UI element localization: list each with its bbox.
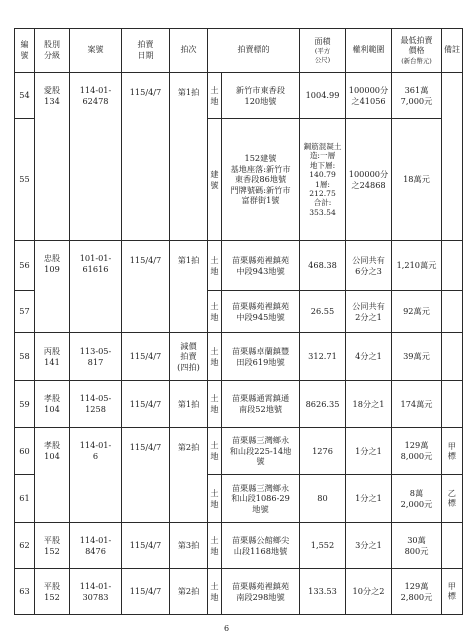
cell-type: 土地 — [208, 523, 222, 569]
header-row — [15, 29, 463, 73]
cell-desc: 苗栗縣三灣鄉永 和山段225-14地 號 — [222, 428, 300, 475]
cell-note — [442, 523, 463, 569]
auction-table — [14, 28, 463, 615]
cell-no: 58 — [15, 333, 35, 381]
cell-rights: 公同共有 2分之1 — [346, 291, 392, 333]
cell-branch: 愛股 134 — [35, 73, 70, 241]
table-row — [15, 523, 463, 569]
cell-note — [442, 73, 463, 241]
cell-desc: 苗栗縣苑裡鎮苑 南段298地號 — [222, 569, 300, 615]
cell-desc: 苗栗縣公館鄉尖 山段1168地號 — [222, 523, 300, 569]
cell-rights: 100000分 之24868 — [346, 119, 392, 241]
cell-type: 土地 — [208, 569, 222, 615]
cell-type: 土地 — [208, 381, 222, 428]
price-label: 最低拍賣 價格 — [400, 35, 433, 56]
col-header-note: 備註 — [442, 29, 463, 73]
cell-date: 115/4/7 — [122, 428, 170, 523]
cell-no: 63 — [15, 569, 35, 615]
cell-price: 129萬 8,000元 — [392, 428, 442, 475]
cell-area: 鋼筋混凝土 造:一層 地下層: 140.79 1層: 212.75 合計: 353.54 — [300, 119, 346, 241]
cell-branch: 平股 152 — [35, 569, 70, 615]
col-header-price — [392, 29, 442, 73]
cell-desc: 苗栗縣苑裡鎮苑 中段945地號 — [222, 291, 300, 333]
cell-round: 第2拍 — [170, 428, 208, 523]
cell-date: 115/4/7 — [122, 241, 170, 333]
cell-area: 80 — [300, 475, 346, 523]
cell-desc: 新竹市東香段 120地號 — [222, 73, 300, 119]
cell-type: 土地 — [208, 428, 222, 475]
cell-note: 乙標 — [442, 475, 463, 523]
cell-price: 18萬元 — [392, 119, 442, 241]
page-number: 6 — [223, 624, 230, 633]
cell-round: 第1拍 — [170, 241, 208, 333]
cell-price: 129萬 2,800元 — [392, 569, 442, 615]
area-unit: (平方 公尺) — [314, 47, 331, 64]
cell-rights: 18分之1 — [346, 381, 392, 428]
cell-price: 30萬 800元 — [392, 523, 442, 569]
cell-no: 61 — [15, 475, 35, 523]
cell-price: 361萬 7,000元 — [392, 73, 442, 119]
cell-note: 甲標 — [442, 428, 463, 475]
cell-round: 第3拍 — [170, 523, 208, 569]
cell-desc: 苗栗縣苑裡鎮苑 中段943地號 — [222, 241, 300, 291]
col-header-no: 編 號 — [15, 29, 35, 73]
cell-round: 第1拍 — [170, 381, 208, 428]
cell-round: 第2拍 — [170, 569, 208, 615]
table-row — [15, 381, 463, 428]
cell-note — [442, 333, 463, 381]
cell-type: 土地 — [208, 73, 222, 119]
cell-case: 101-01- 61616 — [70, 241, 122, 333]
cell-date: 115/4/7 — [122, 523, 170, 569]
cell-area: 312.71 — [300, 333, 346, 381]
cell-desc: 苗栗縣三灣鄉永 和山段1086-29 地號 — [222, 475, 300, 523]
cell-price: 92萬元 — [392, 291, 442, 333]
cell-type: 土地 — [208, 241, 222, 291]
cell-no: 60 — [15, 428, 35, 475]
cell-round: 減價 拍賣 (四拍) — [170, 333, 208, 381]
table-row — [15, 73, 463, 119]
cell-no: 56 — [15, 241, 35, 291]
cell-branch: 丙股 141 — [35, 333, 70, 381]
cell-area: 1276 — [300, 428, 346, 475]
cell-rights: 4分之1 — [346, 333, 392, 381]
cell-case: 114-01- 30783 — [70, 569, 122, 615]
cell-no: 59 — [15, 381, 35, 428]
cell-branch: 孝股 104 — [35, 428, 70, 523]
cell-no: 55 — [15, 119, 35, 241]
cell-date: 115/4/7 — [122, 73, 170, 241]
cell-rights: 100000分 之41056 — [346, 73, 392, 119]
cell-area: 8626.35 — [300, 381, 346, 428]
cell-price: 174萬元 — [392, 381, 442, 428]
cell-type: 土地 — [208, 333, 222, 381]
table-row — [15, 428, 463, 475]
cell-note: 甲標 — [442, 569, 463, 615]
area-label: 面積 — [314, 36, 331, 46]
cell-branch: 忠股 109 — [35, 241, 70, 333]
col-header-round: 拍次 — [170, 29, 208, 73]
table-row — [15, 569, 463, 615]
col-header-rights: 權利範圍 — [346, 29, 392, 73]
cell-rights: 1分之1 — [346, 475, 392, 523]
cell-branch: 孝股 104 — [35, 381, 70, 428]
cell-date: 115/4/7 — [122, 333, 170, 381]
table-row — [15, 241, 463, 291]
cell-case: 113-05- 817 — [70, 333, 122, 381]
cell-rights: 10分之2 — [346, 569, 392, 615]
cell-case: 114-01- 8476 — [70, 523, 122, 569]
cell-desc: 苗栗縣卓蘭鎮豐 田段619地號 — [222, 333, 300, 381]
cell-type: 建號 — [208, 119, 222, 241]
cell-type: 土地 — [208, 475, 222, 523]
cell-desc: 152建號 基地座落:新竹市 東香段86地號 門牌號碼:新竹市 富群街1號 — [222, 119, 300, 241]
cell-rights: 3分之1 — [346, 523, 392, 569]
cell-price: 8萬 2,000元 — [392, 475, 442, 523]
cell-no: 54 — [15, 73, 35, 119]
col-header-branch: 股別 分級 — [35, 29, 70, 73]
cell-case: 114-01- 6 — [70, 428, 122, 523]
cell-type: 土地 — [208, 291, 222, 333]
cell-branch: 平股 152 — [35, 523, 70, 569]
cell-case: 114-05- 1258 — [70, 381, 122, 428]
cell-price: 39萬元 — [392, 333, 442, 381]
cell-desc: 苗栗縣通霄鎮通 南段52地號 — [222, 381, 300, 428]
cell-area: 133.53 — [300, 569, 346, 615]
cell-date: 115/4/7 — [122, 381, 170, 428]
col-header-case: 案號 — [70, 29, 122, 73]
price-unit: (新台幣元) — [401, 56, 432, 65]
cell-round: 第1拍 — [170, 73, 208, 241]
cell-date: 115/4/7 — [122, 569, 170, 615]
cell-area: 1,552 — [300, 523, 346, 569]
cell-note — [442, 291, 463, 333]
cell-note — [442, 241, 463, 291]
col-header-date: 拍賣 日期 — [122, 29, 170, 73]
cell-rights: 1分之1 — [346, 428, 392, 475]
cell-area: 468.38 — [300, 241, 346, 291]
col-header-item: 拍賣標的 — [208, 29, 300, 73]
cell-no: 62 — [15, 523, 35, 569]
col-header-area — [300, 29, 346, 73]
cell-note — [442, 381, 463, 428]
cell-no: 57 — [15, 291, 35, 333]
cell-area: 1004.99 — [300, 73, 346, 119]
cell-rights: 公同共有 6分之3 — [346, 241, 392, 291]
cell-price: 1,210萬元 — [392, 241, 442, 291]
cell-case: 114-01- 62478 — [70, 73, 122, 241]
table-row — [15, 333, 463, 381]
cell-area: 26.55 — [300, 291, 346, 333]
